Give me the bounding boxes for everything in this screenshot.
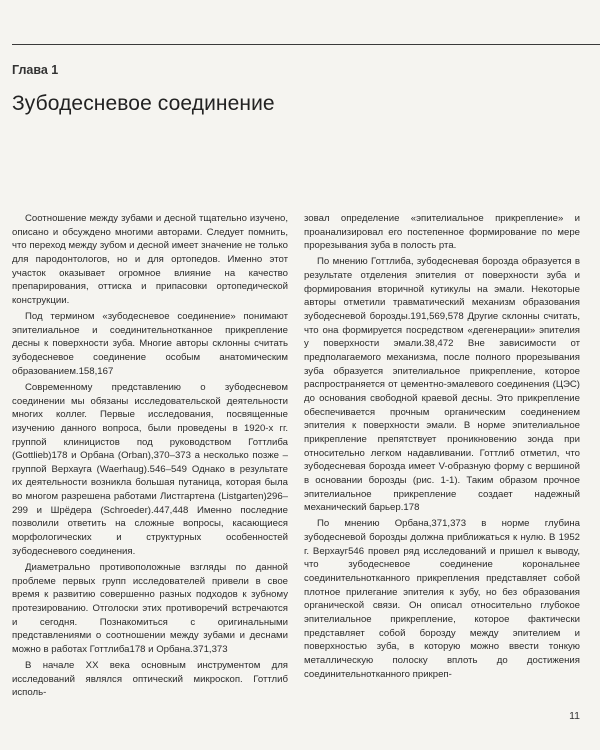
paragraph: Современному представлению о зубодесневом соединении мы обязаны исследовательской деятельности многих коллег. Первые исследования, посвященные изучению данного вопроса, были проведены в 1920-х гг. группой клиницистов под руководством Готтлиба (Gottlieb)178 и Орбана (Orban),370–373 а несколько позже – группой Верхауга (Waerhaug).546–549 Однако в результате их деятельности возникла большая путаница, которая была во многом разрешена работами Листгартена (Listgarten)296–299 и Шрёдера (Schroeder).447,448 Именно последние позволили ответить на сложные вопросы, касающиеся морфологических и структурных особенностей зубодесневого соединения. — [12, 381, 288, 557]
paragraph: зовал определение «эпителиальное прикрепление» и проанализировал его постепенное формирование по мере прорезывания зуба в полость рта. — [304, 213, 580, 252]
paragraph: Диаметрально противоположные взгляды по данной проблеме первых групп исследователей привели в свое время к развитию совершенно разных подходов к зубному протезированию. Отголоски этих противоречий встречаются и сегодня. Познакомиться с оригинальными представлениями о соотношении между зубами и деснами можно в работах Готтлиба178 и Орбана.371,373 — [12, 561, 288, 655]
right-column — [304, 212, 580, 684]
page-number: 11 — [569, 710, 580, 722]
top-rule — [12, 44, 600, 45]
paragraph: Под термином «зубодесневое соединение» понимают эпителиальное и соединительнотканное прикрепление десны к поверхности зуба. Многие авторы склонны считать зубодесневое соединение особым анатомическим образованием.158,167 — [12, 311, 288, 377]
paragraph: В начале XX века основным инструментом для исследований являлся оптический микроскоп. Готтлиб исполь- — [12, 660, 288, 699]
left-column — [12, 212, 288, 702]
paragraph: По мнению Орбана,371,373 в норме глубина зубодесневой борозды должна приближаться к нулю. В 1952 г. Верхауг546 провел ряд исследований и пришел к выводу, что зубодесневое соединение корональнее соединительнотканного прикрепления представляет собой плотное прилегание эпителия к зубу, но без образования органической связи. Он описал относительно глубокое эпителиальное прикрепление, которое фактически представляет собой борозду между эпителием и поверхностью зуба, в которую можно ввести тонкую металлическую полоску вплоть до достижения соединительнотканного прикреп- — [304, 518, 580, 680]
chapter-label: Глава 1 — [12, 63, 59, 77]
chapter-title: Зубодесневое соединение — [12, 92, 275, 115]
paragraph: По мнению Готтлиба, зубодесневая борозда образуется в результате отделения эпителия от поверхности зуба и формирования вторичной кутикулы на эмали. Некоторые авторы отметили травматический механизм образования зубодесневой борозды.191,569,578 Другие склонны считать, что она формируется посредством «дегенерации» эпителия у поверхности эмали.38,472 Вне зависимости от предполагаемого механизма, после полного прорезывания зуба образуется эпителиальное прикрепление, которое распространяется от цементно-эмалевого соединения (ЦЭС) до основания свободной краевой десны. Это прикрепление обеспечивается прочным органическим соединением эпителия к поверхности эмали. В норме эпителиальное прикрепление препятствует проникновению зонда при относительно легком надавливании. Готтлиб отметил, что зубодесневая борозда имеет V-образную форму с вершиной в основании борозды (рис. 1-1). Таким образом прочное эпителиальное прикрепление создает надежный механический барьер.178 — [304, 256, 580, 514]
paragraph: Соотношение между зубами и десной тщательно изучено, описано и обсуждено многими авторами. Следует помнить, что переход между зубом и десной имеет значение не только для пародонтологов, но и для ортопедов. Именно этот участок оказывает огромное влияние на качество препарирования, оттиска и припасовки ортопедической конструкции. — [12, 213, 288, 306]
